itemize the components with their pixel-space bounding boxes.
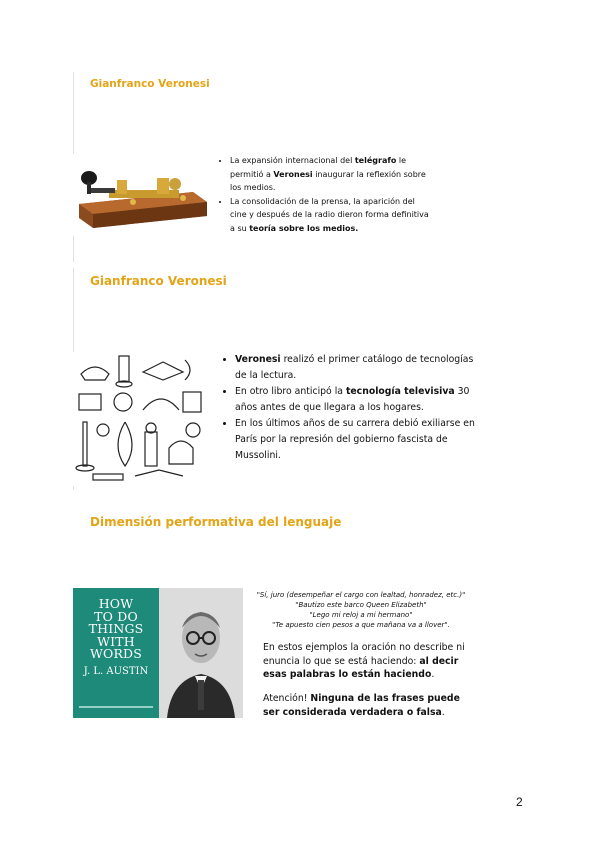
slide-title: Gianfranco Veronesi [90,274,227,288]
telegraph-image [73,154,209,236]
book-cover-image [73,588,159,718]
page-number: 2 [516,795,523,809]
book-title: HOW TO DO THINGS WITH WORDS [88,596,144,661]
slide-3 [73,510,480,740]
slide-1 [73,72,480,262]
bullet-item: • En otro libro anticipó la tecnología televisiva 30 años antes de que llegara a los hogares. [235,384,483,416]
bullet-item: • La expansión internacional del telégrafo le permitió a Veronesi inaugurar la reflexión sobre los medios. [230,154,430,195]
bullet-list [219,352,483,464]
austin-portrait-image [159,588,243,718]
paragraph: Atención! Ninguna de las frases puede ser considerada verdadera o falsa. [263,693,460,718]
bullet-list [214,154,430,235]
bullet-item: • La consolidación de la prensa, la aparición del cine y después de la radio dieron forma definitiva a su teoría sobre los medios. [230,195,430,236]
slide-title: Dimensión performativa del lenguaje [90,515,342,529]
slide-2 [73,268,480,490]
book-publisher-line [79,706,153,708]
bullet-item: • Veronesi realizó el primer catálogo de tecnologías de la lectura. [235,352,483,384]
bullet-item: • En los últimos años de su carrera debió exiliarse en París por la represión del gobierno fascista de Mussolini. [235,416,483,464]
slide-title: Gianfranco Veronesi [90,78,210,90]
quotes-block: "Sí, juro (desempeñar el cargo con lealtad, honradez, etc.)" "Bautizo este barco Queen Elizabeth" "Lego mi reloj a mi hermano" "Te apuesto cien pesos a que mañana va a llover". [256,591,466,629]
reading-technologies-engraving-image [73,352,207,486]
paragraph: En estos ejemplos la oración no describe ni enuncia lo que se está haciendo: al decir esas palabras lo están haciendo. [263,642,465,680]
book-author: J. L. AUSTIN [83,666,149,677]
